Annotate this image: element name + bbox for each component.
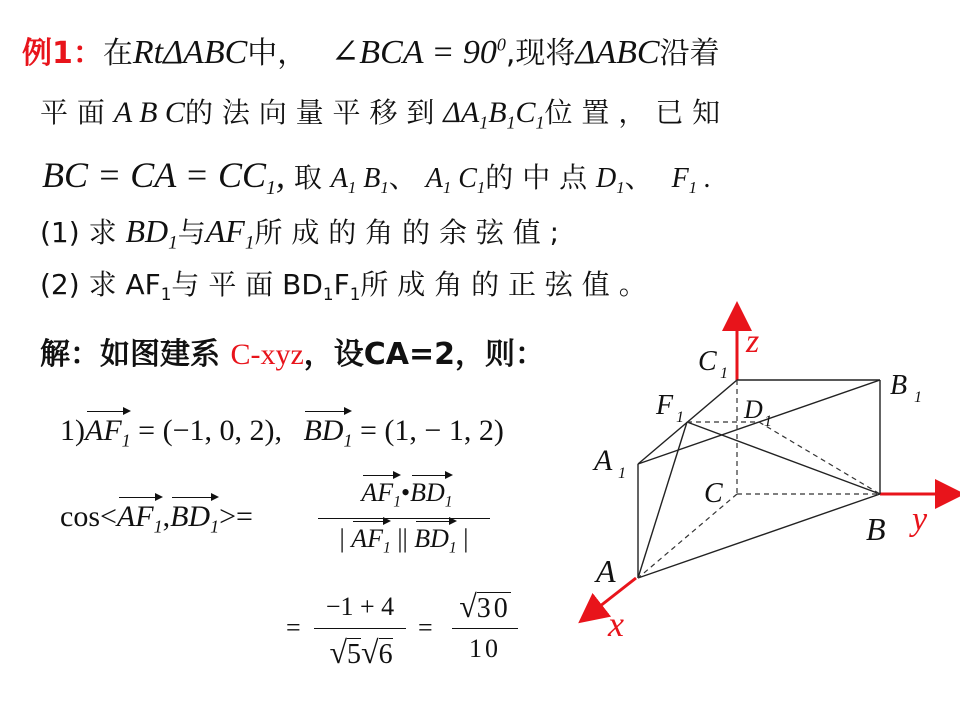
text: 所 成 角 的 正 弦 值 。: [360, 268, 647, 301]
text: 的 中 点: [485, 161, 588, 194]
math-triangle-a1b1c1: $\Delta A_1B_1C_1$: [443, 96, 545, 133]
coord-system: C-xyz: [230, 338, 304, 371]
label-f1: F: [656, 390, 674, 421]
text: 所 成 的 角 的 余 弦 值 ;: [254, 216, 560, 249]
svg-text:1: 1: [618, 465, 626, 482]
text: 中，: [247, 36, 308, 71]
text: 与 平 面 BD: [171, 268, 323, 301]
math-a1b1: $A_1$ $B_1$: [330, 163, 389, 197]
label-y: y: [912, 501, 928, 538]
svg-text:1: 1: [764, 413, 772, 430]
math-triangle: ΔABC: [575, 34, 660, 71]
text: 、: [388, 161, 417, 194]
math-angle: ∠BCA = 90: [330, 34, 497, 71]
label-b1: B: [890, 370, 908, 401]
cos-fraction-numerator: $AF_1•BD_1$: [361, 478, 453, 511]
vector-line: $1)AF_1 = (-1$, 0, 2), $BD_1 = (1$, − 1, 2): [60, 414, 504, 451]
cos-fraction-denominator: | $AF_1$ || $BD_1$ |: [339, 524, 469, 557]
example-label: 例1：: [22, 36, 103, 71]
text: 沿着: [659, 36, 720, 71]
text: 平 面: [40, 96, 105, 129]
final-denominator: 10: [469, 634, 501, 663]
math-a1c1: $A_1$ $C_1$: [425, 163, 486, 197]
problem-line-3: BC = CA = $CC_1$, 取 $A_1$ $B_1$、 $A_1$ $C_1$的 中 点 $D_1$、 $F_1$ .: [42, 155, 712, 199]
text: 在: [102, 36, 133, 71]
text: 取: [293, 161, 322, 194]
vector-af1-value: = (−1, 0, 2),: [138, 414, 282, 447]
label-z: z: [746, 323, 760, 360]
eq-sign-1: =: [286, 613, 301, 642]
math-equal-sides: BC = CA = CC: [42, 155, 266, 195]
math-rt-triangle: RtΔABC: [132, 34, 248, 71]
result-denominator: √5√6: [329, 634, 393, 670]
label-a1: A: [594, 444, 613, 477]
text: 、: [624, 161, 653, 194]
text: ,现将: [505, 36, 576, 71]
label-b: B: [866, 511, 886, 547]
math-d1: $D_1$: [596, 163, 625, 197]
text: 1): [60, 414, 85, 447]
label-d1: D: [744, 395, 763, 424]
final-numerator: √30: [459, 588, 511, 624]
text: (2) 求 AF: [40, 268, 161, 301]
label-c: C: [704, 478, 723, 509]
label-a: A: [596, 553, 616, 589]
text: ，设CA=2，则：: [303, 337, 546, 372]
math-f1: $F_1$ .: [671, 163, 712, 197]
text: 解：如图建系: [40, 337, 220, 372]
math-af1: $AF_1$: [205, 213, 255, 254]
text: (1) 求: [40, 216, 117, 249]
label-x: x: [608, 604, 624, 644]
text: 与: [177, 216, 206, 249]
math-degree: 0: [496, 34, 506, 55]
label-c1: C: [698, 346, 717, 377]
svg-text:1: 1: [676, 409, 684, 426]
svg-text:1: 1: [914, 389, 922, 406]
question-2: (2) 求 $AF_1$与 平 面 $BD_1F_1$所 成 角 的 正 弦 值 。: [40, 268, 647, 304]
text: 的 法 向 量 平 移 到: [184, 96, 435, 129]
result-numerator: −1 + 4: [325, 592, 395, 621]
text: 位 置 ， 已 知: [544, 96, 721, 129]
vector-bd1-value: = (1, − 1, 2): [359, 414, 504, 447]
cos-formula-lhs: $\cos<AF_1,BD_1>=$: [60, 500, 253, 537]
math-plane-abc: A B C: [113, 96, 185, 129]
math-bd1: $BD_1$: [125, 213, 178, 254]
svg-text:1: 1: [720, 365, 728, 382]
eq-sign-2: =: [418, 613, 433, 642]
